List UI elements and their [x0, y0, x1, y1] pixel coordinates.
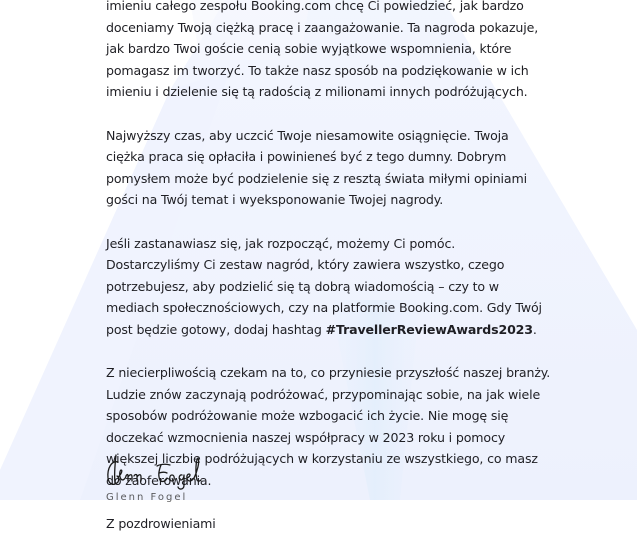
paragraph-celebrate: [106, 125, 526, 211]
text-line: Ludzie znów zaczynają podróżować, przypominając sobie, na jak wiele: [106, 386, 541, 402]
text-line: sposobów podróżowanie może wzbogacić ich życie. Nie mogę się: [106, 408, 509, 424]
text-line: Najwyższy czas, aby uczcić Twoje niesamowite osiągnięcie. Twoja: [106, 127, 509, 143]
text-fragment: post będzie gotowy, dodaj hashtag: [106, 321, 326, 337]
text-line: Z niecierpliwością czekam na to, co przyniesie przyszłość naszej branży.: [106, 365, 551, 381]
text-line: Dostarczyliśmy Ci zestaw nagród, który zawiera wszystko, czego: [106, 257, 505, 273]
text-line: jak bardzo Twoi goście cenią sobie wyjątkowe wspomnienia, które: [106, 41, 512, 57]
text-line: Jeśli zastanawiasz się, jak rozpocząć, możemy Ci pomóc.: [106, 235, 456, 251]
text-line: doceniamy Twoją ciężką pracę i zaangażowanie. Ta nagroda pokazuje,: [106, 19, 539, 35]
closing-salutation: [106, 513, 526, 535]
hashtag: #TravellerReviewAwards2023: [325, 321, 533, 337]
text-line: mediach społecznościowych, czy na platformie Booking.com. Gdy Twój: [106, 300, 542, 316]
text-line: imieniu i dzielenie się tą radością z milionami innych podróżujących.: [106, 84, 528, 100]
text-line: potrzebujesz, aby podzielić się tą dobrą wiadomością – czy to w: [106, 278, 499, 294]
text-line: gości na Twój temat i wyeksponowanie Twojej nagrody.: [106, 192, 444, 208]
text-line: pomysłem może być podzielenie się z resztą świata miłymi opiniami: [106, 170, 527, 186]
text-line: doczekać wzmocnienia naszej współpracy w 2023 roku i pomocy: [106, 429, 506, 445]
text-line-with-hashtag: [106, 319, 537, 341]
text-line: ciężka praca się opłaciła i powinieneś być z tego dumny. Dobrym: [106, 149, 507, 165]
text-line: do zaoferowania.: [106, 473, 212, 489]
text-line: większej liczbie podróżujących w korzystaniu ze wszystkiego, co masz: [106, 451, 538, 467]
text-line: pomagasz im tworzyć. To także nasz sposób na podziękowanie w ich: [106, 62, 529, 78]
text-line: imieniu całego zespołu Booking.com chcę Ci powiedzieć, jak bardzo: [106, 0, 524, 13]
signature-glenn-fogel: [104, 450, 224, 492]
closing-text: Z pozdrowieniami: [106, 516, 216, 532]
paragraph-award-kit: [106, 233, 542, 341]
signer-name: Glenn Fogel: [106, 492, 188, 503]
text-fragment: .: [532, 321, 537, 337]
paragraph-gratitude: [106, 0, 539, 103]
